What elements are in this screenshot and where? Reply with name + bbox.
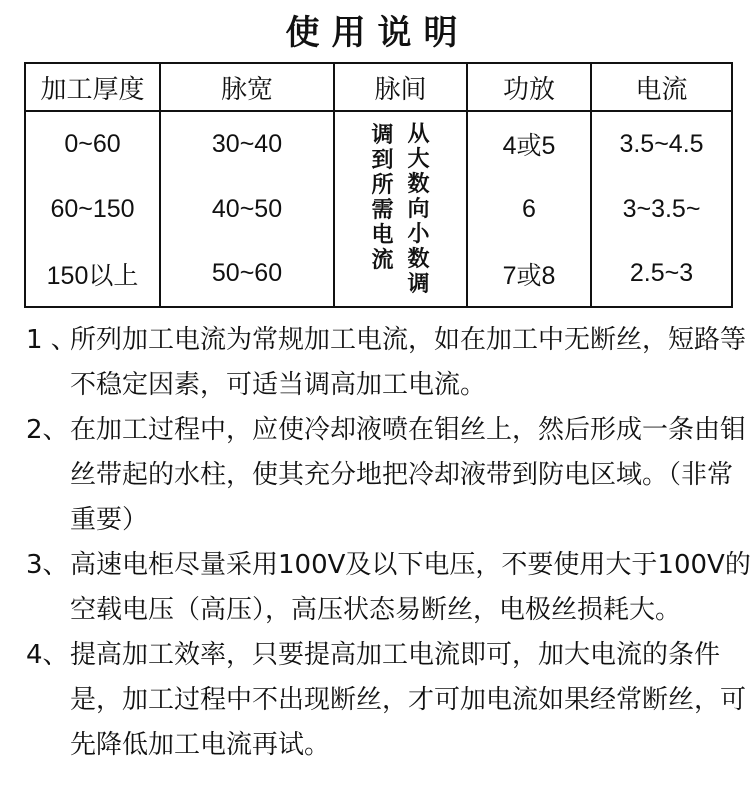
pulse-interval-column bbox=[334, 111, 467, 307]
vertical-char: 调 bbox=[371, 123, 394, 148]
current-value: 3~3.5~ bbox=[622, 194, 701, 223]
note-item bbox=[26, 408, 751, 543]
power-amp-value: 7或8 bbox=[502, 261, 556, 290]
note-item bbox=[26, 633, 751, 768]
vertical-char: 调 bbox=[407, 271, 430, 297]
note-item bbox=[26, 543, 751, 633]
thickness-value: 60~150 bbox=[50, 194, 135, 223]
power-amp-value: 6 bbox=[522, 194, 536, 223]
power-amp-value: 4或5 bbox=[502, 132, 556, 161]
header-current: 电流 bbox=[591, 63, 732, 111]
vertical-char: 向 bbox=[407, 196, 430, 222]
thickness-value: 0~60 bbox=[64, 129, 121, 158]
header-pulse-width: 脉宽 bbox=[160, 63, 334, 111]
note-item bbox=[26, 318, 751, 408]
header-power-amp: 功放 bbox=[467, 63, 591, 111]
pulse-interval-right-text bbox=[408, 122, 430, 297]
note-number: 4、 bbox=[26, 640, 69, 670]
note-text: 高速电柜尽量采用100V及以下电压，不要使用大于100V的空载电压（高压），高压状态易断丝，电极丝损耗大。 bbox=[70, 550, 751, 625]
vertical-char: 小 bbox=[407, 221, 430, 247]
note-number: 3、 bbox=[26, 550, 69, 580]
header-thickness: 加工厚度 bbox=[25, 63, 160, 111]
vertical-char: 到 bbox=[371, 148, 394, 173]
table-body-row bbox=[25, 111, 732, 307]
vertical-char: 流 bbox=[371, 248, 394, 273]
pulse-width-value: 50~60 bbox=[211, 259, 283, 288]
current-value: 2.5~3 bbox=[629, 259, 694, 288]
vertical-char: 电 bbox=[371, 223, 394, 248]
vertical-char: 大 bbox=[407, 146, 430, 172]
note-number: 1 、 bbox=[26, 325, 77, 355]
note-number: 2、 bbox=[26, 415, 69, 445]
header-pulse-interval: 脉间 bbox=[334, 63, 467, 111]
pulse-width-value: 40~50 bbox=[211, 194, 283, 223]
thickness-column bbox=[25, 111, 160, 307]
vertical-char: 所 bbox=[371, 173, 394, 198]
parameter-table bbox=[24, 62, 733, 308]
note-text: 提高加工效率，只要提高加工电流即可，加大电流的条件是，加工过程中不出现断丝，才可加电流如果经常断丝，可先降低加工电流再试。 bbox=[70, 640, 747, 760]
power-amp-column bbox=[467, 111, 591, 307]
pulse-width-value: 30~40 bbox=[211, 129, 283, 158]
vertical-char: 数 bbox=[407, 246, 430, 272]
page-title: 使用说明 bbox=[285, 13, 470, 53]
note-text: 在加工过程中，应使冷却液喷在钼丝上，然后形成一条由钼丝带起的水柱，使其充分地把冷却液带到防电区域。（非常重要） bbox=[70, 415, 747, 535]
vertical-char: 从 bbox=[407, 121, 430, 147]
pulse-interval-left-text bbox=[371, 123, 393, 273]
thickness-value: 150以上 bbox=[46, 261, 139, 290]
vertical-char: 数 bbox=[407, 171, 430, 197]
table-header-row bbox=[25, 63, 732, 111]
vertical-char: 需 bbox=[371, 198, 394, 223]
pulse-width-column bbox=[160, 111, 334, 307]
current-value: 3.5~4.5 bbox=[619, 129, 704, 158]
current-column bbox=[591, 111, 732, 307]
note-text: 所列加工电流为常规加工电流，如在加工中无断丝，短路等不稳定因素，可适当调高加工电流。 bbox=[70, 325, 747, 400]
usage-notes bbox=[26, 318, 751, 768]
